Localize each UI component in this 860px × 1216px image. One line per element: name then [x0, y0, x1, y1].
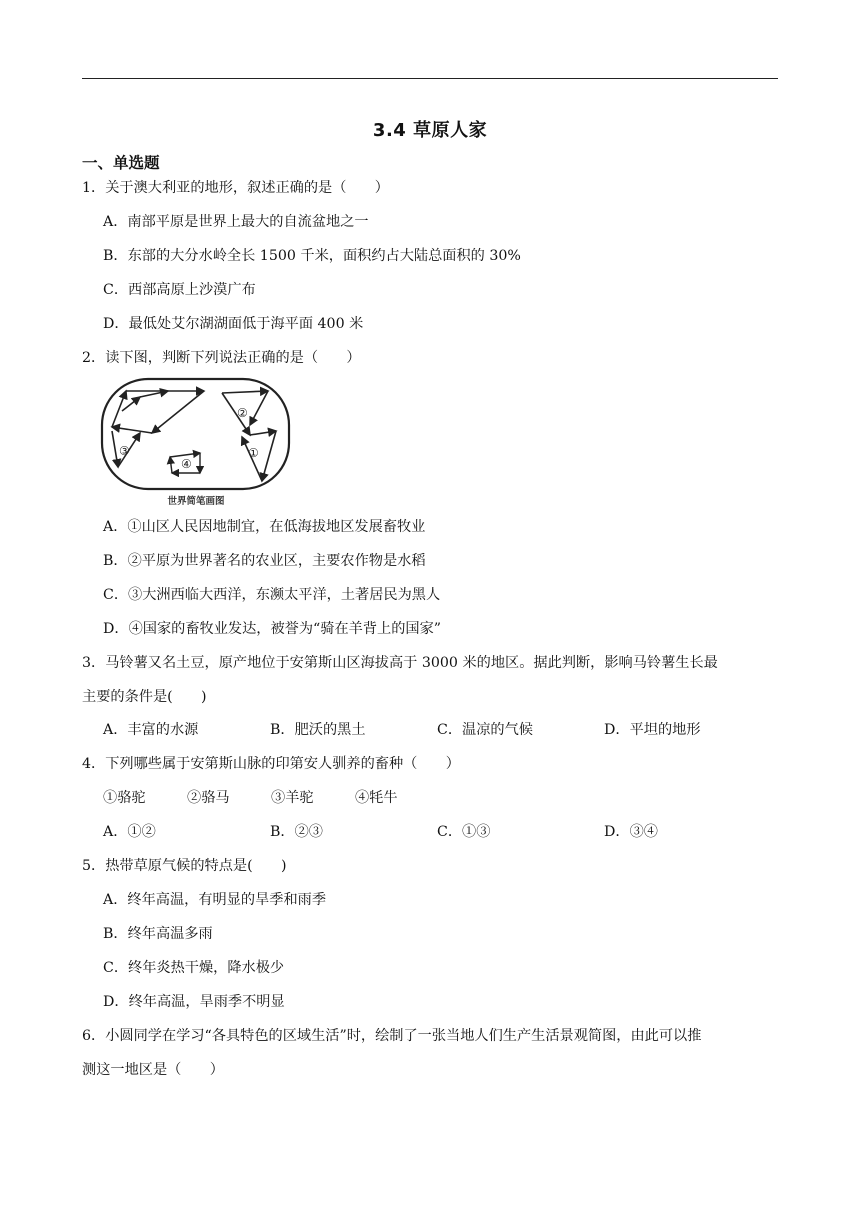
map-mark-2: ②	[237, 406, 248, 420]
question-4-option-b[interactable]: B．②③	[270, 824, 323, 840]
question-1-stem: 1．关于澳大利亚的地形，叙述正确的是（ ）	[82, 180, 389, 196]
question-2-stem: 2．读下图，判断下列说法正确的是（ ）	[82, 350, 361, 366]
question-4-stem: 4．下列哪些属于安第斯山脉的印第安人驯养的畜种（ ）	[82, 756, 460, 772]
question-6-stem-line-1: 6．小圆同学在学习“各具特色的区域生活”时，绘制了一张当地人们生产生活景观简图，由此可以推	[82, 1028, 702, 1044]
page-title: 3.4 草原人家	[372, 120, 488, 141]
question-2-option-c[interactable]: C．③大洲西临大西洋，东濒太平洋，土著居民为黑人	[103, 587, 441, 603]
americas-sketch	[222, 391, 276, 481]
question-1-option-c[interactable]: C．西部高原上沙漠广布	[103, 282, 256, 298]
question-3-stem-line-1: 3．马铃薯又名土豆，原产地位于安第斯山区海拔高于 3000 米的地区。据此判断，影响马铃薯生长最	[82, 655, 718, 671]
question-1-option-a[interactable]: A．南部平原是世界上最大的自流盆地之一	[103, 214, 369, 230]
map-mark-3: ③	[119, 444, 130, 458]
question-3-options	[103, 721, 783, 739]
question-1-option-b[interactable]: B．东部的大分水岭全长 1500 千米，面积约占大陆总面积的 30%	[103, 248, 521, 264]
section-heading: 一、单选题	[82, 154, 160, 172]
question-4-option-c[interactable]: C．①③	[437, 824, 491, 840]
question-4-option-d[interactable]: D．③④	[604, 824, 658, 840]
question-5-option-b[interactable]: B．终年高温多雨	[103, 926, 213, 942]
question-4-options	[103, 823, 783, 841]
map-mark-4: ④	[181, 457, 192, 471]
question-3-option-b[interactable]: B．肥沃的黑土	[270, 722, 366, 738]
question-4-item-1: ①骆驼	[103, 790, 146, 806]
world-sketch-map	[100, 375, 292, 493]
question-5-option-a[interactable]: A．终年高温，有明显的旱季和雨季	[103, 892, 327, 908]
question-3-option-a[interactable]: A．丰富的水源	[103, 722, 199, 738]
question-4-item-4: ④牦牛	[355, 790, 398, 806]
question-2-option-d[interactable]: D．④国家的畜牧业发达，被誉为“骑在羊背上的国家”	[103, 621, 442, 637]
question-4-option-a[interactable]: A．①②	[103, 824, 156, 840]
question-4-item-2: ②骆马	[187, 790, 230, 806]
question-2-option-a[interactable]: A．①山区人民因地制宜，在低海拔地区发展畜牧业	[103, 519, 426, 535]
question-1-option-d[interactable]: D．最低处艾尔湖湖面低于海平面 400 米	[103, 316, 364, 332]
question-5-stem: 5．热带草原气候的特点是( )	[82, 858, 287, 874]
map-mark-1: ①	[248, 446, 259, 460]
question-4-items	[103, 789, 783, 807]
question-6-stem-line-2: 测这一地区是（ ）	[82, 1062, 224, 1078]
question-4-item-3: ③羊驼	[271, 790, 314, 806]
figure-caption: 世界简笔画图	[167, 496, 225, 507]
header-rule	[82, 78, 778, 79]
question-3-stem-line-2: 主要的条件是( )	[82, 689, 207, 705]
question-5-option-c[interactable]: C．终年炎热干燥，降水极少	[103, 960, 285, 976]
world-sketch-map-figure	[100, 375, 292, 513]
question-5-option-d[interactable]: D．终年高温，旱雨季不明显	[103, 994, 285, 1010]
question-3-option-c[interactable]: C．温凉的气候	[437, 722, 533, 738]
question-3-option-d[interactable]: D．平坦的地形	[604, 722, 701, 738]
question-2-option-b[interactable]: B．②平原为世界著名的农业区，主要农作物是水稻	[103, 553, 426, 569]
